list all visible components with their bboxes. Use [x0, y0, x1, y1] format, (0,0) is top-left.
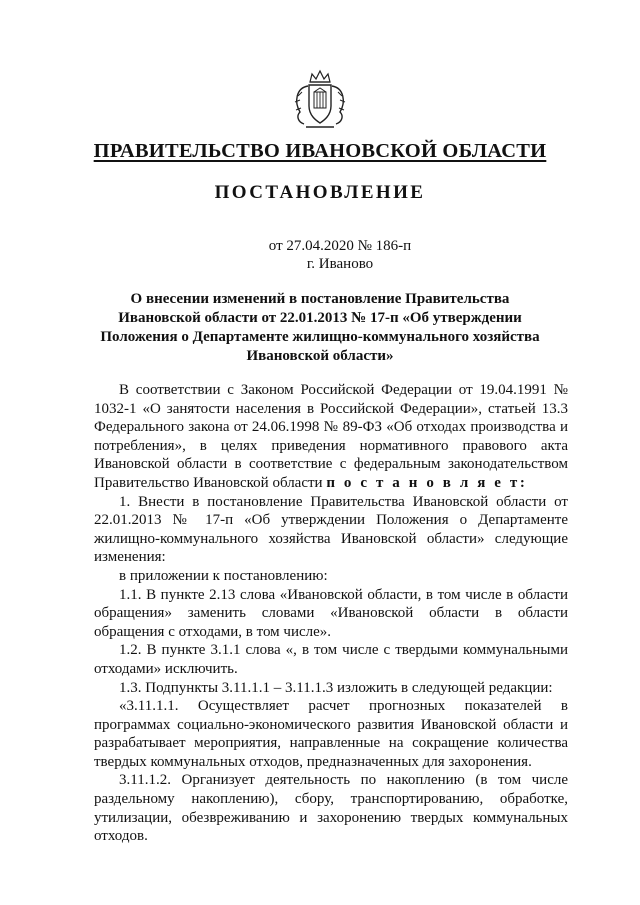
- title-line: О внесении изменений в постановление Правительства: [130, 291, 510, 307]
- preamble-text: В соответствии с Законом Российской Федерации от 19.04.1991 № 1032-1 «О занятости населения в Российской Федерации», статьей 13.3 Федерального закона от 24.06.1998 № 89-ФЗ «Об отходах производства и потребления», в целях приведения нормативного правового акта Ивановской области в соответствие с федеральным законодательством Правительство Ивановской области: [94, 382, 568, 491]
- date-and-number: от 27.04.2020 № 186-п: [268, 238, 412, 254]
- paragraph-appendix: в приложении к постановлению:: [119, 567, 328, 584]
- paragraph-1-3: 1.3. Подпункты 3.11.1.1 – 3.11.1.3 изложить в следующей редакции:: [119, 679, 553, 696]
- government-name-heading: ПРАВИТЕЛЬСТВО ИВАНОВСКОЙ ОБЛАСТИ: [93, 140, 547, 162]
- document-type-heading: ПОСТАНОВЛЕНИЕ: [214, 182, 426, 203]
- document-body: [94, 381, 568, 846]
- paragraph-3-11-1-2: 3.11.1.2. Организует деятельность по накоплению (в том числе раздельному накоплению), сбору, транспортированию, обработке, утилизации, обезвреживанию и захоронению твердых коммунальных отходов.: [94, 772, 568, 845]
- document-title: [100, 290, 540, 366]
- document-meta: [0, 237, 640, 273]
- preamble-paragraph: [94, 381, 568, 493]
- paragraph-1-2: 1.2. В пункте 3.1.1 слова «, в том числе с твердыми коммунальными отходами» исключить.: [94, 642, 568, 677]
- coat-of-arms-emblem: [290, 68, 350, 130]
- paragraph-3-11-1-1: «3.11.1.1. Осуществляет расчет прогнозных показателей в программах социально-экономического развития Ивановской области и разрабатывает мероприятия, направленные на сокращение количества твердых коммунальных отходов, предназначенных для захоронения.: [94, 698, 568, 770]
- city: г. Иваново: [306, 256, 374, 272]
- paragraph-1-1: 1.1. В пункте 2.13 слова «Ивановской области, в том числе в области обращения» заменить словами «Ивановской области в области обращения с отходами, в том числе».: [94, 586, 568, 640]
- paragraph-1: 1. Внести в постановление Правительства Ивановской области от 22.01.2013 № 17-п «Об утверждении Положения о Департаменте жилищно-коммунального хозяйства Ивановской области» следующие изменения:: [94, 493, 568, 566]
- decree-word: п о с т а н о в л я е т:: [326, 474, 528, 491]
- title-line: Ивановской области»: [246, 348, 394, 364]
- title-line: Положения о Департаменте жилищно-коммунального хозяйства: [100, 329, 540, 345]
- title-line: Ивановской области от 22.01.2013 № 17-п «Об утверждении: [118, 310, 522, 326]
